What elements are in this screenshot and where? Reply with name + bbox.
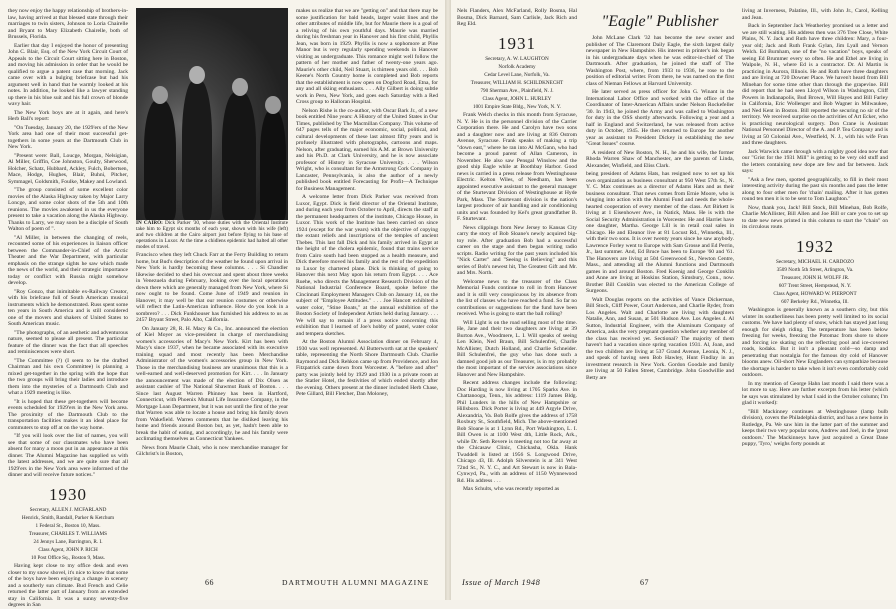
paragraph: Earlier that day I enjoyed the honor of presenting John C. Blair, Esq. of the New York Circuit Court of Appeals to the Circuit Court sitting here in Boston, and moving his admission in order that he would be qualified to argue a patent case that morning. Jack came over with a bulging briefcase but had his argument well in hand that he warmly looked at his notes. In addition, he looked like a lawyer standing up there in his blue suit and his full crown of blonde wavy hair. — [8, 42, 128, 107]
paragraph: "The Committee (?) (I seem to be the drafted Chairman and his own Committee) is planning a mixed get-together in the spring with the hope that the two groups will bring their ladies and introduce them into the mysteries of a Dartmouth Club and what a 1929 meeting is like. — [8, 357, 128, 396]
class-officer-line: Secretary, ALLEN J. MCFARLAND — [29, 506, 107, 513]
paragraph: Back in September Jack Weatherley promised us a letter and we are still waiting. His address then was 376 Tree Close, White Plains, N. Y. Jack and Ruth have three children: Mary, a four-year old; Jack and Ruth Frank Gylan, Jim Lyall and Vernon Welch. Ed Burnham, one of the "no vacation" boys, speaks of seeing Ed Brummer every so often. He and Ethel are living in Walpole, N. H., where Ed is a contractor. Dr. Al Martin is practicing in Aurora, Illinois. He and Ruth have three daughters and are living at 720 Downer Place. We haven't heard from Bill Minehan for some time other than through the grapevine. Bill did report that he had seen Lloyd Wilson in Washington, Cliff Powers in Indianapolis, Bud Brown, Will Hayes and Bill Farley in California, Eric Wollenger and Bob Wagner in Milwaukee, and Ned Kent in Boston. Bill reported the securing no sir of the territory. We received surprise on the activities of Art Ecker, who is practicing neurological surgery. Don Crane is Assistant National Personnel Director of the A. and P. Tea Company and is living at 50 Colonial Ave., Westfield, N. J., with his wife Fran and three daughters. — [742, 23, 888, 146]
paragraph: Welcome news to the treasurer of the Class Memorial Funds continue to roll in from Hanover and it is still very conspicuous by its absence from the list of classes who have reached a fund. So far no contributions or suggestions for the fund have been received. Who is going to start the ball rolling? — [457, 278, 577, 318]
paragraph: Walt Douglas reports on the activities of Vance Dickerman, Bill Stock, Cliff Power, Court Anderson, and Charlie Ryder, from Los Angeles. Walt and Charlotte are living with daughters Natalie, Ann, and Susan, at 501 Hudson Ave. Los Angeles 4. Al Sutton, Industrial Engineer, with the Aluminum Company of America, asks the very pregnant question whether any member of the class has received yet. Sectional? The majority of them haven't had a vacation since spring vacation 1931. Al, Joan, and the two children are living at 537 Grand Avenue, Leonia, N. J., and speak of having seen Bob Hawley, Hunt Findlay in an investment research in New York. Gordon Goodale and family are living at 50 Fallen Street, Cambridge. John Goodwillie and Betty are — [586, 296, 734, 381]
paragraph: "Present were: Ball, Loucge, Morgan, Nelsigian, Al Miller, Griffin, Coe Johnston, Goulty, Sherwood, Holcher, Schatz, Hubbard, Ackley, Fulch, Bobertsen, Mace, Hodge, Hughes, Blair, Buhni, Pitcher, Symmagel, Goldsmith, Foulke, Makey and Lowland. — [8, 152, 128, 185]
photo-figure — [182, 80, 212, 220]
class-year-heading: 1931 — [498, 33, 536, 53]
paragraph: Having kept close to my office desk and even closer to my snow shovel, it's nice to know that some of the boys have been enjoying a change in scenery and a southerly sun climate. Bud French and Celie returned the latter part of January from an extended stay in California. It was a sunny seventy-five degrees in San — [8, 563, 128, 609]
paragraph: makes us realize that we are "getting on" and that there may be some justification for bald heads, larger waist lines and the other attributes of middle life, but for Maurie there is a goal of a reliving of his own youthful days. Maurie was married during his freshman year in Hanover and his first child, Phyllis Jean, was born in 1929. Phyllis is now a sophomore at Pine Manor but is very regularly spending weekends in Hanover visiting as undergraduate. This romance might well follow the pattern of her mother and father of twenty-one years ago. Maurie's other child, Neil Stuart, is thirteen years old. . . . Bob Keene's North Country home is completed and Bob reports that the establishment is now open on Dogford Road, Etna, for any and all skiing enthusiasts. . . . Ally Gilbert is doing subtle work in Peru, New York, and goes each Saturday with a Red Cross group to Halloran Hospital. — [296, 8, 438, 105]
paragraph: Jack Warwick came through with a mighty good idea now that our "Grist for the 1931 Mill" is getting to be very old stuff and the letters containing new dope are few and far between. Jack says: — [742, 148, 888, 174]
photo-face — [265, 96, 281, 114]
class-officer-line: 10 Post Office Sq., Boston 9, Mass. — [31, 555, 105, 562]
paragraph: Frank Welch checks in this month from Syracuse, N. Y. He is in the personnel division of the Carrier Corporation there. He and Carolyn have two sons and a daughter now and are living at 836 Ostrom Avenue, Syracuse. Frank speaks of making a trip "down east," where he ran into Al McGann, who had become a proud parent of Allan Cameron, in November. He also saw Pensgal Winslow and the good ship Eagle while at Boothbay Harbor. Good news is carried in a press release from Westinghouse Electric. Kelton Wiles, of Needham, has been appointed executive assistant to the general manager of the Sturtevant Division of Westinghouse at Hyde Park, Mass. The Sturtevant division is the nation's largest producer of air handling and air conditioning units and was founded by Kel's great grandfather B. F. Sturtevant. — [457, 112, 577, 223]
right-column-3 — [742, 8, 888, 573]
paragraph: "If you will look over the list of names, you will see that some of our classmates who have been absent for many a moon put in an appearance at this dinner. The Alumni Magazine has supplied us with the latest addresses, and we are quite sure that all 1929'ers in the New York area were informed of the dinner and will receive future notices." — [8, 433, 128, 478]
class-officer-line: Treasurer, CHARLES T. WILLIAMS — [28, 530, 108, 537]
caption-lead: IN CAIRO: — [136, 220, 163, 226]
paragraph: "Bill Mackinney continues at Westinghouse (lamp bulb division), covers the Philadelphia district, and has a new home in Rutledge, Pa. We saw him in the latter part of the summer and keeps their two very popular sons, Andrew and Joel, in the 'great outdoors.' The Mackinneys have just acquired a Great Dane puppy, 'Tyro,' weighs forty pounds at — [742, 408, 888, 448]
caption-text: Dick Parker '30, whose duties with the Oriental Institute take him to Egypt six months of each year, shown with his wife (left) and two children at the Cairo airport just before flying to his base of operations in Luxor. At the time a chidlens epidemic had halted all other modes of travel. — [136, 220, 288, 250]
class-officer-line: 790 Sherman Ave., Plainfield, N. J. — [480, 87, 554, 94]
paragraph: "Ask a few men, spotted geographically, to fill in their most interesting activity during the past six months and pass the letter along to four other men for 'chain' mailing. After it has gotten round ten men it is to be sent to Tom Laughton." — [742, 176, 888, 202]
paragraph: Nels Flanders, Alex McFarland, Rolly Bosma, Hal Bosma, Dick Barnard, Sam Carlisle, Jack Rich and Reg Eld. — [457, 8, 577, 27]
right-page-number: 67 — [640, 578, 649, 587]
right-column-2 — [586, 8, 734, 573]
paragraph: they now enjoy the happy relationship of brothers-in-law, having arrived at that blessed state through their marriages to twin sisters, Johnson to Loria Chairelle and Bryant to Mary Elizabeth Chairelle, both of Brussels, Florida. — [8, 8, 128, 40]
photo-figure — [222, 92, 256, 220]
left-page-number: 66 — [205, 578, 214, 587]
photo-caption — [136, 220, 288, 250]
class-officer-line: 3509 North 5th Street, Arlington, Va. — [776, 266, 854, 273]
paragraph: being president of Adams Hats, has resigned now to set up his own organization as business consultant at 950 West 57th St., N. Y. C. Max continues as a director of Adams Hats and as their business consultant. That news comes from Ernie Moore, who is winging into action with the Alumni Fund and needs the whole-hearted cooperation of every member of the class. Art Birkett is living at 1 Eisenhower Ave., in Natick, Mass. He is with the Social Security Administration in Worcester. He and Harriet have one daughter, Martha. George Lill is in retail coal sales in Chicago. He and Eleanor live at 81 Locust Rd., Winnetka, Ill., with their two sons. It is over twenty years since he saw anybody. Lawrence Forley went to Europe with Sam Grosse and Ed Perrin, Jr., last summer. And, Ed Bruce has been to Europe '60 and '61. The Hanovers are living at 504 Greenwood St., Newton Centre, Mass., and attending all the Alumni functions and Dartmouth games in and around Boston. Fred Koenig and George Conklin and Anne are living at Hoskins Station, Simsbury, Conn., now. Brother Bill Conklin was elected to the American College of Surgeons. — [586, 171, 734, 294]
class-officer-line: Norfolk Academy — [498, 63, 536, 70]
photo-figure — [144, 100, 176, 220]
photo-face — [189, 66, 205, 84]
paragraph: living at Inverness, Palatine, Ill., with John Jr., Carol, Kelling and Jean. — [742, 8, 888, 21]
class-officer-line: 607 Berkeley Rd., Winnetka, Ill. — [781, 298, 849, 305]
photo-face — [152, 86, 168, 104]
paragraph: Recent address changes include the following: Doc Harding is now living at 1705 Sparks Ave. in Chattanooga, Tenn., his address: 1119 James Bldg. Phil Lunders in the hills of New Hampshire or Hillsboro. Dick Porter is living at 449 Argyle Drive, Alexandria, Va. Bob Rolfe gives the address of 1758 Roxbury St., Southfield, Mich. The above-mentioned Bob Sloane is at 1 Lynn Rd., Port Washington, L. I. Bill Owen is at 1100 West 4th, Little Rock, Ark., while Dr. Seth Revere is meeting not too far away at the Chicasaw Clinic, Chickasha, Okla. Hank Twaddell is listed at 1956 S. Longwood Drive, Chicago 43, Ill. Adolph Silverstein is at 341 West 72nd St., N. Y. C., and Art Stewart is now in Bala-Cynwyd, Pa., with an address of 1150 Wynnewood Rd. His address . . . — [457, 380, 577, 484]
paragraph: Francisco when they left Chuck Farr at the Ferry Building to return home, but Bud's description of the weather he found upon arrival in New York is hardly becoming these columns. . . . Si Chandler likewise decided to shed his overcoat and spent about three weeks in Venezuela during February, looking over the local operations down there which are generally managed from New York, where Si now ought to be found. Come June of 1949 and reunion in Hanover, it may well be that our reunion costumes or otherwise will reflect the Latin-American influence. How do you look in a sombrero? . . . Dick Funkhouser has furnished his address to us as 2457 Bryant Street, Palo Alto, California. — [136, 252, 288, 323]
paragraph: "On Tuesday, January 20, the 1929'ers of the New York area had one of their most successful get-togethers in some years at the Dartmouth Club in New York. — [8, 124, 128, 150]
paragraph: Washington is generally known as a southern city, but this winter its southerliness has been pretty well limited to its social customs. We have had plenty of snow, which has stayed just long enough for sleigh riding. The temperature has been below freezing for weeks, freezing the Potomac from shore to shore and forcing ice skating on the reflecting pool and ice-covered roads, kodaks. But it isn't a pleasant cold—so damp and penetrating that nostalgia for the famous dry cold of Hanover blooms anew. Oil-short New Englanders can sympathize because the shortage is harder to take when it isn't even comfortably cold outdoors. — [742, 307, 888, 379]
class-officer-line: Secretary, A. W. LAUGHTON — [485, 55, 549, 62]
cairo-photo — [136, 8, 288, 220]
class-year-heading: 1932 — [796, 236, 834, 256]
paragraph: Will Light is on the road selling most of the time. He, Jane and their two daughters are living at 39 Burton Ave., Woodmere, L. I. Will speaks of seeing Len Klein, Ned Braun, Bill Schulenfrei, Charlie McAllister, Dutch Holland, and Charlie Schneider. Bill Schulenfrei, the guy who has done such a damned good job as our Treasurer, is in my probably the most important of the service associations since Hanover and New Hampshire. — [457, 319, 577, 378]
paragraph: The New York boys are at it again, and here's Herb Ball's report: — [8, 109, 128, 122]
paragraph: News from Maurie Chait, who is now merchandise manager for Gilchrist's in Boston, — [136, 444, 288, 457]
left-column-2 — [136, 8, 288, 573]
class-officer-line: Cedar Level Lane, Norfolk, Va. — [484, 71, 550, 78]
issue-label: Issue of March 1948 — [462, 578, 541, 587]
class-officer-line: 1001 Empire State Bldg., New York, N. Y. — [472, 104, 562, 111]
class-officer-line: Class Agent, JOHN L. HURLEY — [482, 95, 552, 102]
paragraph: A welcome letter from Dick Parker was received from Luxor, Egypt. Dick is field director of the Oriental Institute, and during each year from October to April, directs the staff at the permanent headquarters of the institute, Chicago House, in Luxor. This work of the Institute has been carried on since 1924 (except for the war years) with the objective of copying the extant reliefs and inscriptions of the temples of ancient Thebes. This last fall Dick and his family arrived in Egypt at the height of the cholera epidemic, found that trains service from Cairo south had been stopped as a health measure, and Dick therefore moved his family and the rest of the expedition to Luxor by chartered plane. Dick is thinking of going to Hanover this next May upon his return from Egypt. . . . Ace Ruehe, who directs the Management Research Division of the National Industrial Conference Board, spoke before the Cincinnati Employment Managers Club on January 14, on the subject of "Employee Attitudes." . . . Joe Hancott exhibited a water color, "Stine Boats," at the annual exhibition of the Boston Society of Independent Artists held during January. . . . We will say to remain if a press notice concerning this exhibition that I learned of Joe's hobby of pastel, water color and tempera sketches. — [296, 194, 438, 337]
paragraph: "The group consisted of some excellent color movies of the Alaska Highway taken by Major Larry Loncge, and some color shots of the 5th and 10th reunions. The movies awakened in us the everyone present to take a vacation along the Alaska Highway. Thanks to Larry, we may soon be a disciple of South Walton of poem of ". — [8, 187, 128, 232]
paragraph: In my mention of George Hahn last month I said there was a lot more to say. Here are further excerpts from his letter (which he says was stimulated by what I said in the October column; I'm glad it worked): — [742, 380, 888, 407]
paragraph: A resident of New Boston, N. H., he and his wife, the former Rhoda Warren Shaw of Manchester, are the parents of Linda, Alexander, Winfield, and Eliss Clark. — [586, 149, 734, 169]
paragraph: "Roy Gonzo, that inimitable ex-Railway Creator, with his briefcase full of South American musical instruments which he demonstrated. Russ spent some ten years in South America and is still considered one of the movers and shakers of United States to South American music. — [8, 288, 128, 327]
class-officer-line: 607 Trent Street, Hempstead, N. Y. — [778, 282, 852, 289]
photo-face — [232, 78, 248, 96]
paragraph: "Al Miller, in between the changing of reels, recounted some of his experiences in liaison officer between the Commander-in-Chief of the Arctic Theater and the War Department, with particular emphasis on the strange sights he saw which made the news of the world, and their strategic importance today or conflict with Russia might somehow develop. — [8, 234, 128, 286]
paragraph: Max Schults, who was recently reported as — [463, 486, 560, 493]
magazine-name: DARTMOUTH ALUMNI MAGAZINE — [282, 578, 430, 587]
paragraph: Nelson Rishe is the co-author, with Oscar Bark Jr., of a new book entitled Nine years: A History of the United States in Our Times, published by The Macmillan Company. This volume of 647 pages tells of the major economic, social, political, and cultural developments of these last almost fifty years and is profusely illustrated with photographs, cartoons and maps. Nelson, after graduating, earned his A.M. at Brown University and his Ph.D. at Clark University, and he is now associate professor of History in Syracuse University. . . . Wilson Wright, who is consultant for the Armstrong Cork Company in Lancaster, Pennsylvania, is also the author of a newly published book entitled Forecasting for Profit—A Technique for Business Management. — [296, 107, 438, 192]
photo-figure — [260, 110, 286, 220]
paragraph: Now, thank you, Jack! Bill Stock, Bill Minehan, Bob Rolfe, Charlie McAllister, Bill Allen and Joe Bill or care you to set up to date new news printed in this column to start the "chain" on its circulous route. — [742, 204, 888, 230]
class-officer-line: Class Agent, JOHN P. RICH — [38, 546, 98, 553]
right-column-1 — [457, 8, 577, 573]
left-column-1 — [8, 8, 128, 609]
paragraph: "The photographs, of an aesthetic and adventurous nature, seemed to please all present. The particular feature of the dinner was the fact that all speeches and reminiscences were short. — [8, 329, 128, 355]
paragraph: On January 28, R. H. Macy & Co., Inc. announced the election of Kiel Moyer as vice-president in charge of merchandising women's accessories of Macy's New York. Kirt has been with Macy's since 1937, when he became associated with its executive training squad and most recently has been Merchandise Administrator of the women's accessories group in New York. Those in the merchandising business are unanimous that this is a well-earned and well-deserved promotion for Kirt. . . . In January the announcement was made of the election of Dix Olsen as assistant cashier of The National Shawmut Bank of Boston. . . . Since last August Warren Phinney has been in Hartford, Connecticut, with Phoenix Mutual Life Insurance Company, in the Mortgage Loan Department, but it was not until the first of the year that Warren was able to locate a house and bring his family down from Wakefield. Warren comments that he disliked leaving his home and friends around Boston but, as yet, hadn't been able to break the habit of eating, and accordingly, he and his family were acclimating themselves as Connecticut Yankees. — [136, 325, 288, 442]
paragraph: At the Boston Alumni Association dinner on February 4, 1930 was well represented. Al Butterworth sat at the speakers' table, representing the North Shore Dartmouth Club. Charlie Raymond and Dick Rehkon came up from Providence, and Jon Fitzpatrick came down from Worcester. A "before and after" party was jointly held by 1929 and 1930 in a private room at the Statler Hotel, the festivities of which ended shortly after the evening. Others present at the dinner included Herb Chase, Pete Gillard, Bill Fletcher, Dan Moloney, — [296, 339, 438, 397]
class-officer-line: Treasurer, WILLIAM H. SCHILDKNECHT — [470, 79, 564, 86]
paragraph: News clippings from New Jersey to Kansas City carry the story of Bob Sloane's newly acquired big-toy role. After graduation Bob had a successful career on the stage and then began writing radio scripts. Radio writing for the past years included his "Nick Carter" and "Seeing is Believing" and this series of Bob's newest hit, The Greatest Gift and Mr. and Mrs. North. — [457, 224, 577, 277]
paragraph: John McLane Clark '32 has become the new owner and publisher of The Claremont Daily Eagle, the sixth largest daily newspaper in New Hampshire. His interest in printer's ink began in his undergraduate days when he was editor-in-chief of The Dartmouth. After graduation, he joined the staff of The Washington Post, where, from 1933 to 1936, he rose to the position of editorial writer. From there, he was named on the first class of Nieman Fellows at Harvard University. — [586, 35, 734, 87]
class-year-heading: 1930 — [49, 484, 87, 504]
eagle-publisher-heading: "Eagle" Publisher — [601, 13, 719, 30]
class-officer-line: Secretary, MICHAEL H. CARDOZO — [776, 258, 854, 265]
paragraph: "It is hoped that these get-togethers will become events scheduled for 1929'ers in the New York area. The proximity of the Dartmouth Club to the transportation facilities makes it an ideal place for commuters to stop off at on the way home. — [8, 398, 128, 431]
left-column-3 — [296, 8, 438, 573]
paragraph: He later served as press officer for John G. Winant in the International Labor Office and worked with the office of the Coordinator of Inter-American Affairs under Nelson Rockefeller '30. In 1943, he joined the Army and was called to Washington for duty in the OSS shortly afterwards. Following a year and a half in England and Switzerland, he was released from active duty in October, 1945. He then returned to Europe for another year as assistant to President Dickey in establishing the new "Great Issues" course. — [586, 89, 734, 147]
class-officer-line: Henrick, Smith, Randall, Parker & Ketchum — [21, 514, 115, 521]
class-officer-line: Treasurer, JOHN H. WOLFF JR. — [780, 274, 850, 281]
class-officer-line: Class Agent, HOWARD W. PIERPONT — [773, 290, 857, 297]
class-officer-line: 24 Jennys Lane, Barrington, R. I. — [33, 538, 103, 545]
class-officer-line: 1 Federal St., Boston 10, Mass. — [35, 522, 101, 529]
